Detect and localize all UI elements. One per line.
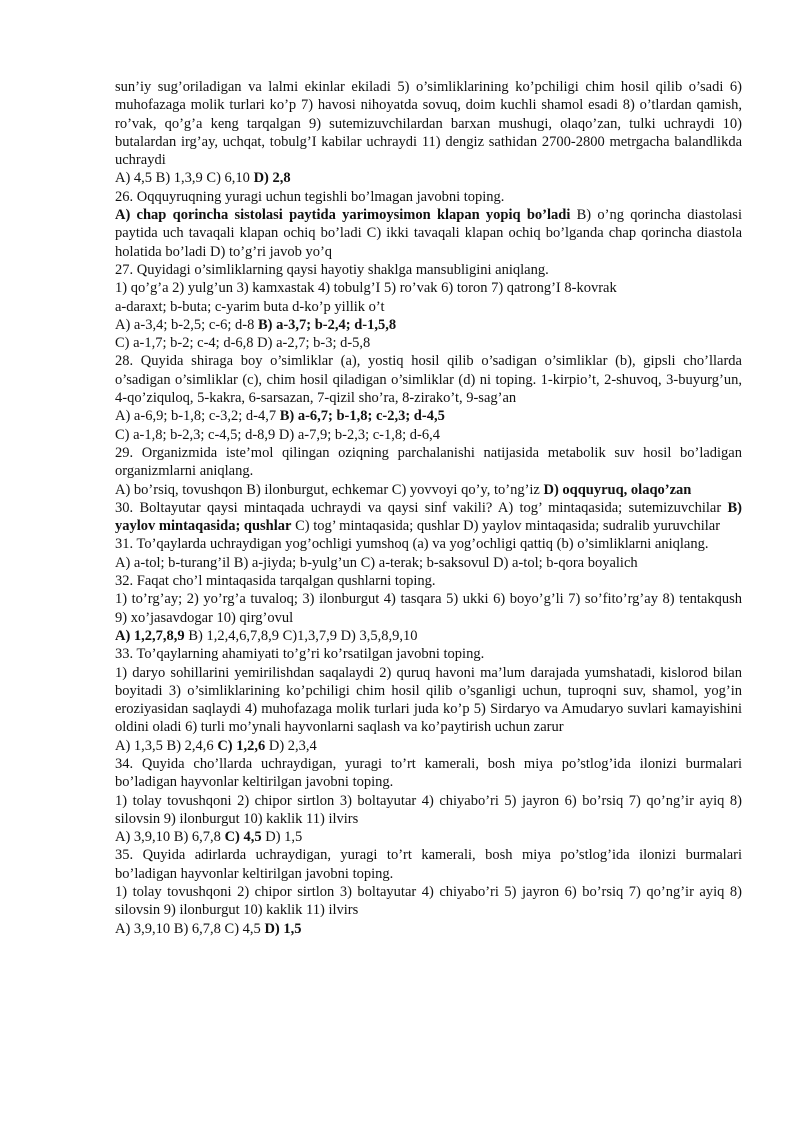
text-run: 1) to’rg’ay; 2) yo’rg’a tuvaloq; 3) ilonburgut 4) tasqara 5) ukki 6) boyo’g’li 7) so’fito’rg’ay 8) tentakqush 9) xo’jasavdogar 10) qirg’ovul xyxy=(115,591,742,626)
text-run: 31. To’qaylarda uchraydigan yog’ochligi yumshoq (a) va yog’ochligi qattiq (b) o’simliklarni aniqlang. xyxy=(115,536,709,553)
text-line xyxy=(115,316,742,334)
text-line xyxy=(115,645,742,663)
paragraph xyxy=(115,535,742,553)
text-run: 34. Quyida cho’llarda uchraydigan, yuragi to’rt kamerali, bosh miya po’stlog’ida ilonizi burmalari bo’ladigan hayvonlar keltirilgan javobni toping. xyxy=(115,755,742,791)
text-run: a-daraxt; b-buta; c-yarim buta d-ko’p yillik o’t xyxy=(115,298,385,315)
text-line xyxy=(115,737,742,755)
paragraph xyxy=(115,846,742,883)
text-line xyxy=(115,572,742,590)
text-line xyxy=(115,334,742,352)
text-run: A) bo’rsiq, tovushqon B) ilonburgut, echkemar C) yovvoyi qo’y, to’ng’iz xyxy=(115,481,544,498)
bold-answer: D) oqquyruq, olaqo’zan xyxy=(543,481,692,498)
text-run: 26. Oqquyruqning yuragi uchun tegishli bo’lmagan javobni toping. xyxy=(115,188,505,205)
paragraph xyxy=(115,352,742,407)
bold-answer: D) 2,8 xyxy=(253,170,291,187)
text-run: D) 1,5 xyxy=(261,829,303,846)
text-line xyxy=(115,188,742,206)
bold-answer: B) yaylov mintaqasida; qushlar xyxy=(115,499,742,535)
text-run: 29. Organizmida iste’mol qilingan oziqning parchalanishi natijasida metabolik suv hosil bo’ladigan organizmlarni aniqlang. xyxy=(115,444,742,480)
text-run: A) 4,5 B) 1,3,9 C) 6,10 xyxy=(115,170,254,187)
paragraph xyxy=(115,755,742,792)
text-run: A) a-tol; b-turang’il B) a-jiyda; b-yulg’un C) a-terak; b-saksovul D) a-tol; b-qora boyalich xyxy=(115,554,638,571)
paragraph xyxy=(115,499,742,536)
text-run: 32. Faqat cho’l mintaqasida tarqalgan qushlarni toping. xyxy=(115,573,436,590)
text-run: C) a-1,7; b-2; c-4; d-6,8 D) a-2,7; b-3; d-5,8 xyxy=(115,335,371,352)
text-run: A) 3,9,10 B) 6,7,8 C) 4,5 xyxy=(115,920,265,937)
text-run: B) o’ng qorincha diastolasi paytida uch tavaqali klapan ochiq bo’ladi C) ikki tavaqali klapan ochiq bo’lganda chap qorincha diastola holatida bo’ladi D) to’g’ri javob yo’q xyxy=(115,207,742,260)
text-run: A) a-6,9; b-1,8; c-3,2; d-4,7 xyxy=(115,408,280,425)
text-line xyxy=(115,261,742,279)
text-run: 1) daryo sohillarini yemirilishdan saqalaydi 2) quruq havoni ma’lum darajada yumshatadi, kislorod bilan boyitadi 3) o’simliklarining ko’pchiligi chim hosil qilib o’sganligi uchun, tuproqni suv, shamol, yog’in eroziyasidan saqlaydi 4) muhofazaga molik turlari juda ko’p 5) Sirdaryo va Amudaryo suvlari kamayishini oldini oladi 6) turli mo’ynali hayvonlarni saqlash va ko’paytirish uchun zarur xyxy=(115,664,742,736)
text-run: 1) qo’g’a 2) yulg’un 3) kamxastak 4) tobulg’I 5) ro’vak 6) toron 7) qatrong’I 8-kovrak xyxy=(115,280,617,297)
paragraph xyxy=(115,590,742,627)
paragraph xyxy=(115,792,742,829)
text-run: 35. Quyida adirlarda uchraydigan, yuragi to’rt kamerali, bosh miya po’stlog’ida ilonizi burmalari bo’ladigan hayvonlar keltirilgan javobni toping. xyxy=(115,847,742,882)
paragraph xyxy=(115,664,742,737)
text-run: 1) tolay tovushqoni 2) chipor sirtlon 3) boltayutar 4) chiyabo’ri 5) jayron 6) bo’rsiq 7) qo’ng’ir ayiq 8) silovsin 9) ilonburgut 10) kaklik 11) ilvirs xyxy=(115,792,742,827)
text-line xyxy=(115,828,742,846)
text-run: B) 1,2,4,6,7,8,9 C)1,3,7,9 D) 3,5,8,9,10 xyxy=(184,627,418,644)
text-line xyxy=(115,169,742,187)
text-line xyxy=(115,407,742,425)
text-line xyxy=(115,554,742,572)
text-run: 33. To’qaylarning ahamiyati to’g’ri ko’rsatilgan javobni toping. xyxy=(115,646,485,663)
bold-answer: A) chap qorincha sistolasi paytida yarimoysimon klapan yopiq bo’ladi xyxy=(115,207,571,224)
text-line xyxy=(115,298,742,316)
paragraph xyxy=(115,883,742,920)
text-line xyxy=(115,426,742,444)
paragraph xyxy=(115,206,742,261)
bold-answer: D) 1,5 xyxy=(264,920,302,937)
paragraph xyxy=(115,481,742,499)
text-run: A) 3,9,10 B) 6,7,8 xyxy=(115,829,225,846)
text-run: D) 2,3,4 xyxy=(265,737,317,754)
bold-answer: B) a-6,7; b-1,8; c-2,3; d-4,5 xyxy=(279,408,445,425)
paragraph xyxy=(115,78,742,169)
text-run: A) a-3,4; b-2,5; c-6; d-8 xyxy=(115,316,258,333)
bold-answer: A) 1,2,7,8,9 xyxy=(115,627,185,644)
text-run: 28. Quyida shiraga boy o’simliklar (a), yostiq hosil qilib o’sadigan o’simliklar (b), gipsli cho’llarda o’sadigan o’simliklar (c), chim hosil qiladigan o’simliklar (d) ni toping. 1-kirpio’t, 2-shuvoq, 3-buyurg’un, 4-qo’ziquloq, 5-kakra, 6-sarsazan, 7-qizil sho’ra, 8-zirako’t, 9-sag’an xyxy=(115,353,742,407)
text-run: A) 1,3,5 B) 2,4,6 xyxy=(115,737,218,754)
text-line xyxy=(115,920,742,938)
text-run: 1) tolay tovushqoni 2) chipor sirtlon 3) boltayutar 4) chiyabo’ri 5) jayron 6) bo’rsiq 7) qo’ng’ir ayiq 8) silovsin 9) ilonburgut 10) kaklik 11) ilvirs xyxy=(115,884,742,919)
text-line xyxy=(115,627,742,645)
text-run: C) tog’ mintaqasida; qushlar D) yaylov mintaqasida; sudralib yuruvchilar xyxy=(291,518,721,535)
text-run: 30. Boltayutar qaysi mintaqada uchraydi va qaysi sinf vakili? A) tog’ mintaqasida; sutemizuvchilar xyxy=(115,499,728,516)
text-run: C) a-1,8; b-2,3; c-4,5; d-8,9 D) a-7,9; b-2,3; c-1,8; d-6,4 xyxy=(115,426,440,443)
text-run: 27. Quyidagi o’simliklarning qaysi hayotiy shaklga mansubligini aniqlang. xyxy=(115,261,549,278)
text-run: sun’iy sug’oriladigan va lalmi ekinlar ekiladi 5) o’simliklarining ko’pchiligi chim hosil qilib o’sadi 6) muhofazaga molik turlari ko’p 7) havosi nihoyatda sovuq, doim kuchli shamol esadi 8) o’tlardan qamish, ro’vak, qo’g’a keng tarqalgan 9) sutemizuvchilardan barxan mushugi, olaqo’zan, tulki uchraydi 10) butalardan irg’ay, uchqat, tobulg’I kabilar uchraydi 11) dengiz sathidan 2700-2800 metrgacha balandlikda uchraydi xyxy=(115,79,742,169)
bold-answer: C) 4,5 xyxy=(224,829,262,846)
text-line xyxy=(115,279,742,297)
bold-answer: B) a-3,7; b-2,4; d-1,5,8 xyxy=(257,316,397,333)
paragraph xyxy=(115,444,742,481)
bold-answer: C) 1,2,6 xyxy=(217,737,266,754)
